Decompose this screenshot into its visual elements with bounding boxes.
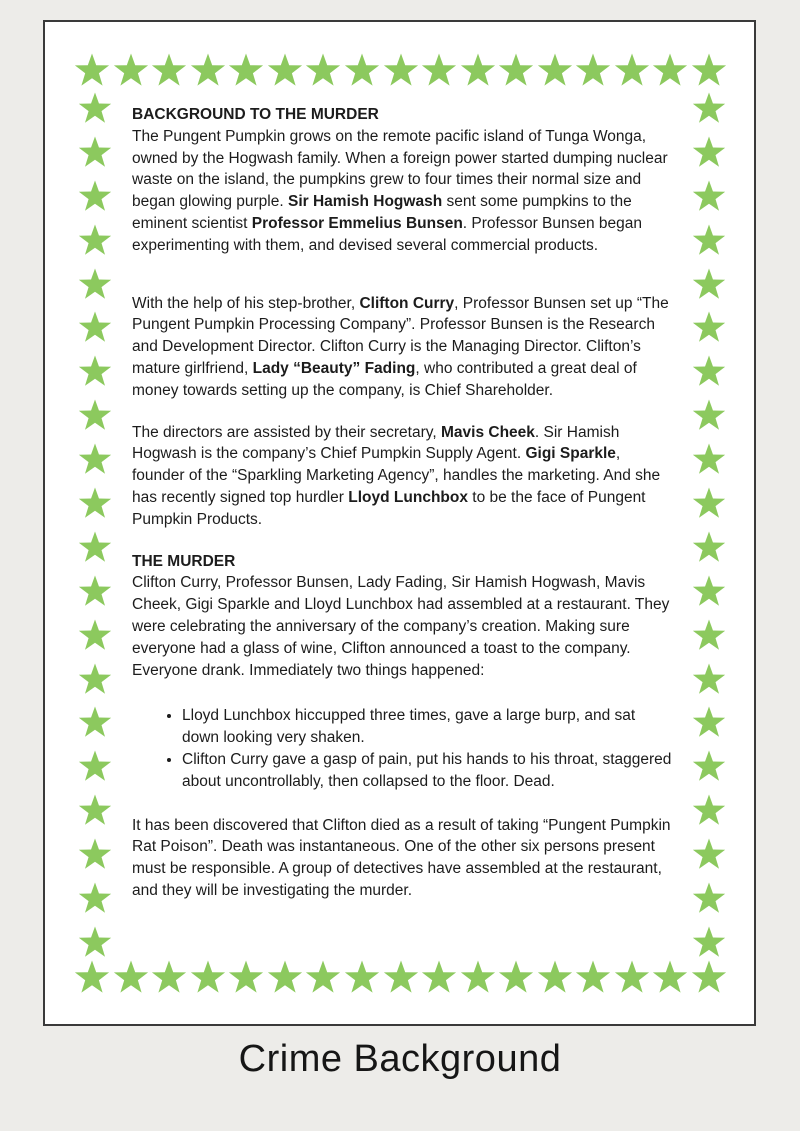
star-border-top <box>74 53 727 89</box>
star-icon <box>692 92 726 126</box>
star-icon <box>78 926 112 960</box>
star-icon <box>692 794 726 828</box>
star-icon <box>190 960 226 996</box>
document-content <box>132 104 674 902</box>
star-icon <box>78 92 112 126</box>
star-icon <box>78 619 112 653</box>
star-icon <box>692 136 726 170</box>
star-icon <box>74 960 110 996</box>
star-icon <box>537 960 573 996</box>
star-icon <box>190 53 226 89</box>
star-icon <box>78 399 112 433</box>
star-icon <box>113 960 149 996</box>
star-icon <box>78 882 112 916</box>
star-icon <box>78 268 112 302</box>
star-icon <box>692 487 726 521</box>
star-icon <box>383 960 419 996</box>
star-icon <box>691 53 727 89</box>
paragraph-company-setup: With the help of his step-brother, Clifton Curry, Professor Bunsen set up “The Pungent Pumpkin Processing Company”. Professor Bunsen is the Research and Development Director. Clifton Curry is the Managing Director. Clifton’s mature girlfriend, Lady “Beauty” Fading, who contributed a great deal of money towards setting up the company, is Chief Shareholder. <box>132 294 669 399</box>
star-icon <box>228 960 264 996</box>
star-icon <box>344 53 380 89</box>
star-icon <box>614 53 650 89</box>
star-icon <box>692 882 726 916</box>
star-icon <box>460 960 496 996</box>
star-icon <box>151 53 187 89</box>
star-icon <box>78 180 112 214</box>
star-icon <box>78 663 112 697</box>
star-icon <box>78 838 112 872</box>
star-icon <box>692 575 726 609</box>
star-icon <box>344 960 380 996</box>
star-icon <box>692 663 726 697</box>
paragraph-restaurant: Clifton Curry, Professor Bunsen, Lady Fading, Sir Hamish Hogwash, Mavis Cheek, Gigi Sparkle and Lloyd Lunchbox had assembled at a restaurant. They were celebrating the anniversary of the company’s creation. Making sure everyone had a glass of wine, Clifton announced a toast to the company. Everyone drank. Immediately two things happened: <box>132 574 670 679</box>
section-heading-background: BACKGROUND TO THE MURDER <box>132 106 379 123</box>
star-icon <box>78 136 112 170</box>
star-icon <box>692 531 726 565</box>
star-icon <box>267 960 303 996</box>
section-heading-murder: THE MURDER <box>132 552 236 570</box>
star-icon <box>78 224 112 258</box>
paragraph-poison-conclusion: It has been discovered that Clifton died as a result of taking “Pungent Pumpkin Rat Poison”. Death was instantaneous. One of the other six persons present must be responsible. A group of detectives have assembled at the restaurant, and they will be investigating the murder. <box>132 816 671 899</box>
star-icon <box>78 575 112 609</box>
star-icon <box>305 53 341 89</box>
star-icon <box>692 180 726 214</box>
star-icon <box>575 53 611 89</box>
star-border-left <box>78 92 112 960</box>
star-icon <box>692 443 726 477</box>
star-icon <box>614 960 650 996</box>
star-icon <box>78 443 112 477</box>
bullet-list <box>132 705 674 792</box>
star-icon <box>78 355 112 389</box>
worksheet-page <box>43 20 756 1026</box>
star-icon <box>575 960 611 996</box>
star-icon <box>383 53 419 89</box>
star-icon <box>228 53 264 89</box>
star-icon <box>421 960 457 996</box>
star-icon <box>692 311 726 345</box>
star-icon <box>78 311 112 345</box>
star-icon <box>267 53 303 89</box>
star-icon <box>78 706 112 740</box>
star-icon <box>692 399 726 433</box>
star-icon <box>305 960 341 996</box>
star-icon <box>652 960 688 996</box>
star-icon <box>692 224 726 258</box>
star-icon <box>421 53 457 89</box>
bullet-item-lloyd: • Lloyd Lunchbox hiccupped three times, gave a large burp, and sat down looking very shaken. <box>182 705 674 749</box>
star-icon <box>537 53 573 89</box>
star-icon <box>74 53 110 89</box>
star-icon <box>498 53 534 89</box>
caption-title: Crime Background <box>238 1038 562 1080</box>
paragraph-staff: The directors are assisted by their secretary, Mavis Cheek. Sir Hamish Hogwash is the company’s Chief Pumpkin Supply Agent. Gigi Sparkle, founder of the “Sparkling Marketing Agency”, handles the marketing. And she has recently signed top hurdler Lloyd Lunchbox to be the face of Pungent Pumpkin Products. <box>132 423 661 528</box>
star-icon <box>460 53 496 89</box>
star-icon <box>652 53 688 89</box>
star-icon <box>498 960 534 996</box>
star-icon <box>151 960 187 996</box>
bullet-item-clifton: • Clifton Curry gave a gasp of pain, put his hands to his throat, staggered about uncontrollably, then collapsed to the floor. Dead. <box>182 749 674 793</box>
star-icon <box>691 960 727 996</box>
star-icon <box>692 926 726 960</box>
star-icon <box>113 53 149 89</box>
star-icon <box>78 750 112 784</box>
star-icon <box>692 838 726 872</box>
star-icon <box>692 268 726 302</box>
star-icon <box>78 487 112 521</box>
star-icon <box>692 750 726 784</box>
star-border-right <box>692 92 726 960</box>
star-icon <box>78 794 112 828</box>
star-icon <box>78 531 112 565</box>
star-icon <box>692 355 726 389</box>
star-icon <box>692 619 726 653</box>
star-icon <box>692 706 726 740</box>
star-border-bottom <box>74 960 727 996</box>
paragraph-island-background: The Pungent Pumpkin grows on the remote pacific island of Tunga Wonga, owned by the Hogwash family. When a foreign power started dumping nuclear waste on the island, the pumpkins grew to four times their normal size and began glowing purple. Sir Hamish Hogwash sent some pumpkins to the eminent scientist Professor Emmelius Bunsen. Professor Bunsen began experimenting with them, and devised several commercial products. <box>132 127 668 254</box>
